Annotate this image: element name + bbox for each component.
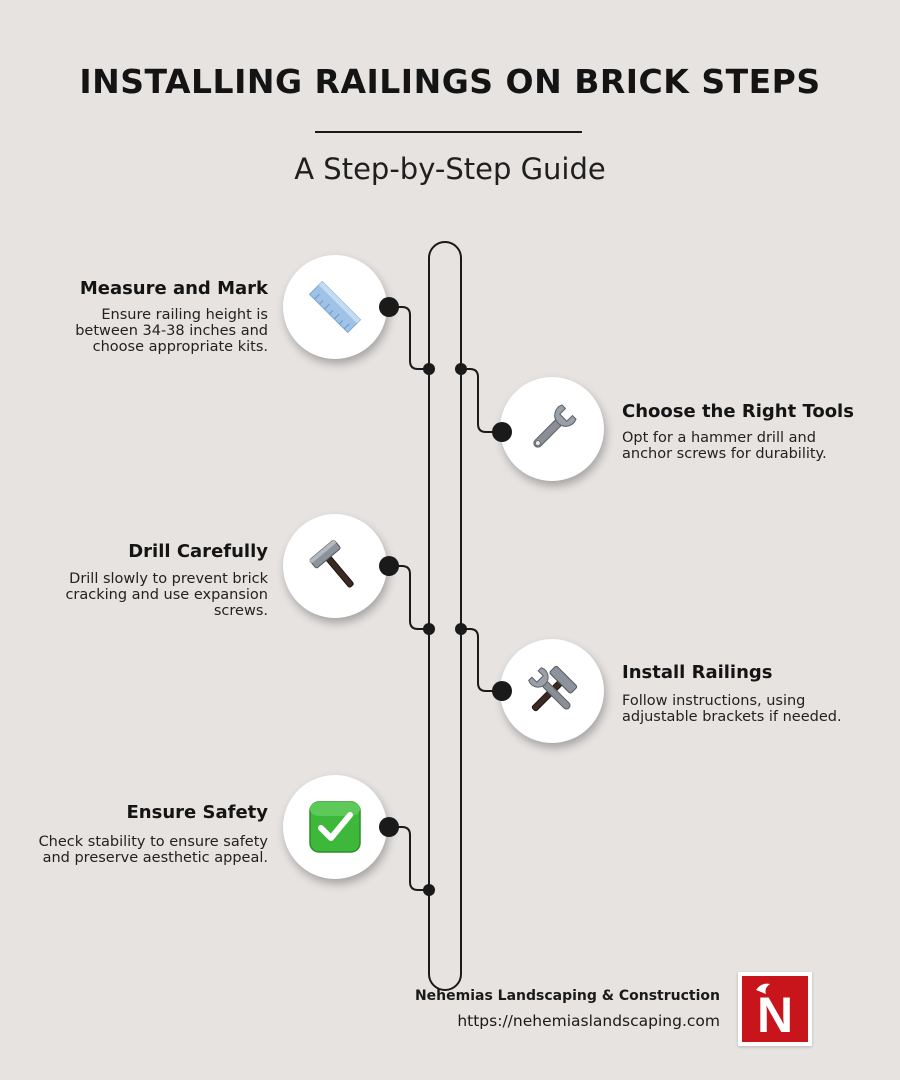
step-icon-circle <box>500 639 604 743</box>
step-icon-circle <box>283 775 387 879</box>
step-icon-circle <box>283 514 387 618</box>
wrench-icon <box>522 399 582 459</box>
company-name: Nehemias Landscaping & Construction <box>414 988 720 1004</box>
step-anchor-dot <box>378 555 400 577</box>
timeline-node <box>423 623 435 635</box>
step-description: Follow instructions, using adjustable brackets if needed. <box>622 693 842 725</box>
step-icon-circle <box>500 377 604 481</box>
page-title: INSTALLING RAILINGS ON BRICK STEPS <box>79 62 821 101</box>
page-subtitle: A Step-by-Step Guide <box>294 152 606 186</box>
step-anchor-dot <box>491 680 513 702</box>
step-title: Ensure Safety <box>126 802 268 823</box>
hammer-and-wrench-icon <box>522 661 582 721</box>
step-title: Choose the Right Tools <box>622 401 854 422</box>
hammer-icon <box>305 536 365 596</box>
step-title: Drill Carefully <box>128 541 268 562</box>
step-title: Install Railings <box>622 662 773 683</box>
step-anchor-dot <box>378 296 400 318</box>
company-url-link[interactable]: https://nehemiaslandscaping.com <box>457 1012 720 1030</box>
step-title: Measure and Mark <box>79 278 268 299</box>
step-icon-circle <box>283 255 387 359</box>
svg-text:N: N <box>756 987 794 1042</box>
step-anchor-dot <box>491 421 513 443</box>
company-logo <box>738 972 812 1046</box>
ruler-icon <box>305 277 365 337</box>
timeline-node <box>423 884 435 896</box>
check-mark-icon <box>307 799 363 855</box>
step-description: Check stability to ensure safety and preserve aesthetic appeal. <box>38 834 268 866</box>
step-description: Ensure railing height is between 34-38 inches and choose appropriate kits. <box>75 307 268 355</box>
timeline-node <box>455 363 467 375</box>
step-description: Opt for a hammer drill and anchor screws for durability. <box>622 430 827 462</box>
logo-n-icon <box>742 976 808 1042</box>
step-description: Drill slowly to prevent brick cracking and use expansion screws. <box>65 571 268 619</box>
timeline-node <box>455 623 467 635</box>
step-anchor-dot <box>378 816 400 838</box>
timeline-node <box>423 363 435 375</box>
timeline-track <box>429 242 461 990</box>
